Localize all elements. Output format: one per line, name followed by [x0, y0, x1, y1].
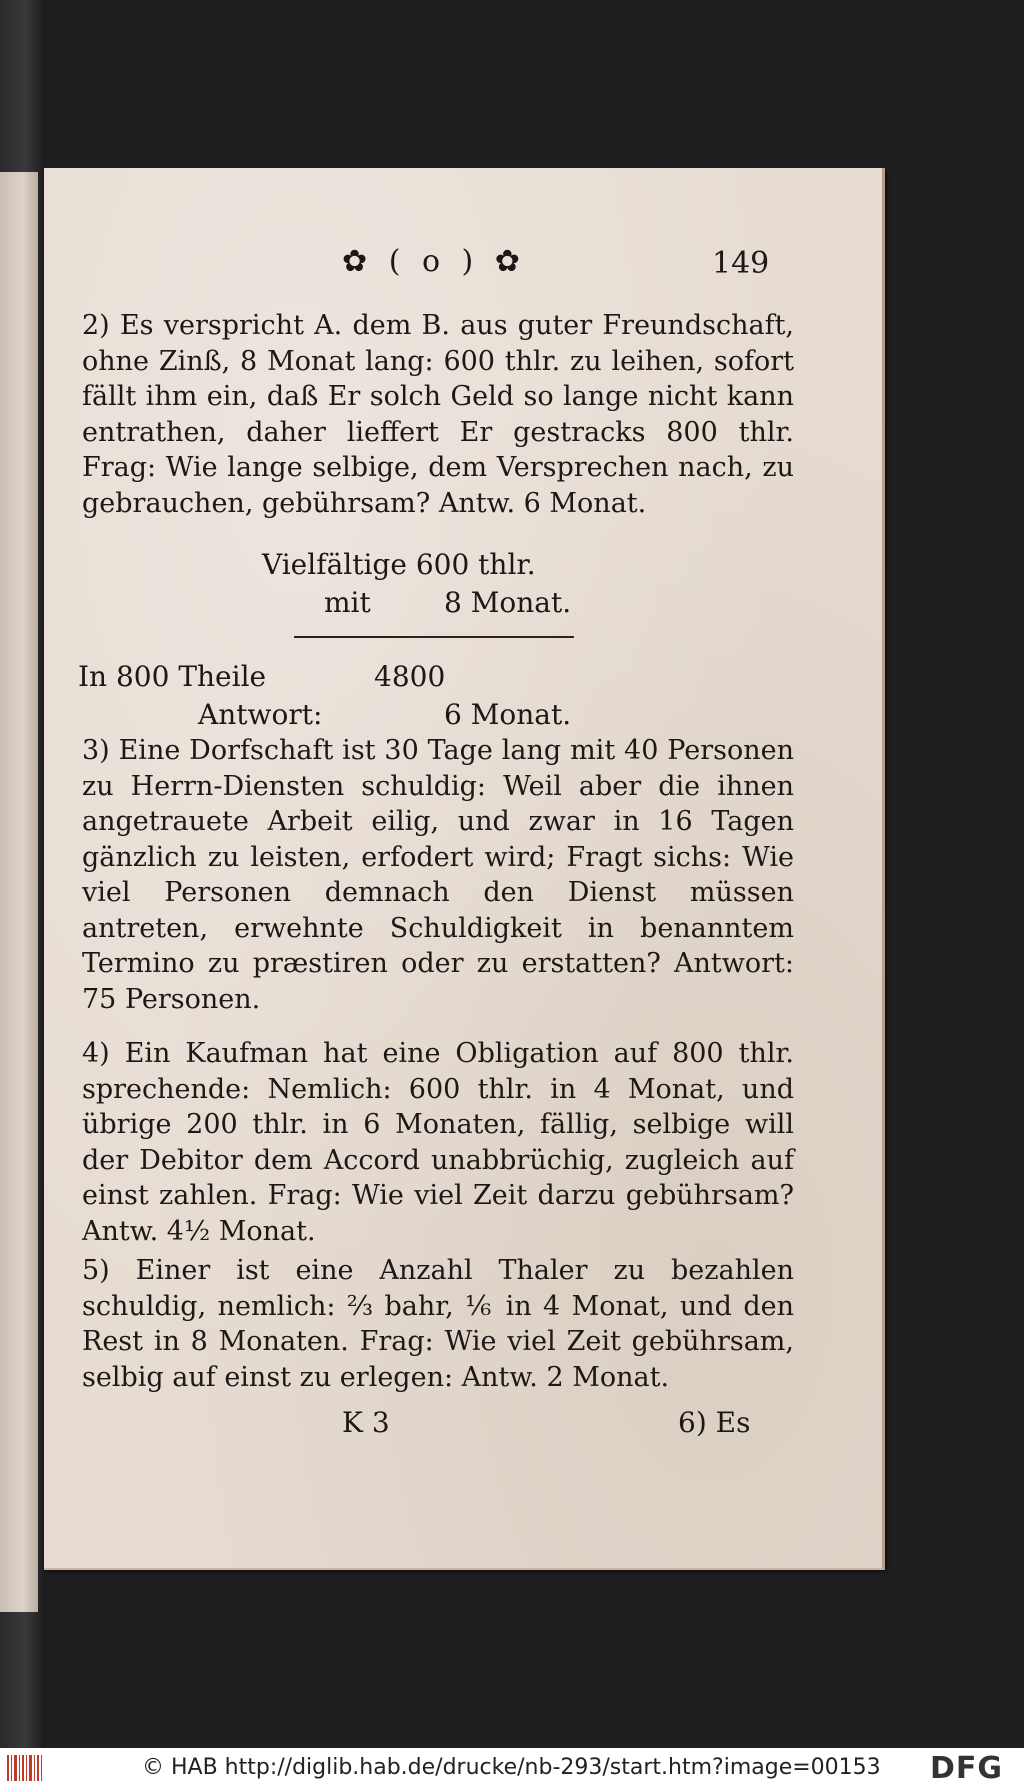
- problem-5-paragraph: 5) Einer ist eine Anzahl Thaler zu bezahlen schuldig, nemlich: ⅔ bahr, ⅙ in 4 Monat, und den Rest in 8 Monaten. Frag: Wie viel Zeit gebührsam, selbig auf einst zu erlegen: Antw. 2 Monat.: [82, 1255, 794, 1393]
- calc-rule: [294, 636, 574, 638]
- page-number: 149: [712, 246, 770, 281]
- viewer-footer: [0, 1748, 1024, 1789]
- copyright-link[interactable]: © HAB http://diglib.hab.de/drucke/nb-293/start.htm?image=00153: [142, 1755, 881, 1780]
- signature-mark: K 3: [342, 1406, 390, 1439]
- calc-line-4-value: 6 Monat.: [444, 698, 572, 731]
- barcode-icon: [6, 1753, 46, 1783]
- calc-line-2-value: 8 Monat.: [444, 586, 572, 619]
- problem-2-paragraph: 2) Es verspricht A. dem B. aus guter Freundschaft, ohne Zinß, 8 Monat lang: 600 thlr. zu leihen, sofort fällt ihm ein, daß Er solch Geld so lange nicht kann entrathen, daher lieffert Er gestracks 800 thlr. Frag: Wie lange selbige, dem Versprechen nach, zu gebrauchen, gebührsam? Antw. 6 Monat.: [82, 310, 794, 519]
- book-page: [44, 168, 885, 1570]
- calc-line-2-label: mit: [324, 586, 371, 619]
- dfg-logo: DFG: [930, 1751, 1004, 1786]
- calc-line-4-label: Antwort:: [198, 698, 323, 731]
- running-head: [44, 244, 882, 284]
- head-ornament: ✿ ( o ) ✿: [342, 244, 526, 279]
- calc-line-3-value: 4800: [374, 660, 446, 693]
- calc-line-3-label: In 800 Theile: [78, 660, 267, 693]
- previous-page-edge: [0, 172, 38, 1612]
- calc-line-1: Vielfältige 600 thlr.: [262, 548, 536, 581]
- problem-3-paragraph: 3) Eine Dorfschaft ist 30 Tage lang mit 40 Personen zu Herrn-Diensten schuldig: Weil aber die ihnen angetrauete Arbeit eilig, und zwar in 16 Tagen gänzlich zu leisten, erfodert wird; Fragt sichs: Wie viel Personen demnach den Dienst müssen antreten, erwehnte Schuldigkeit in benanntem Termino zu præstiren oder zu erstatten? Antwort: 75 Personen.: [82, 735, 794, 1015]
- catchword: 6) Es: [678, 1406, 751, 1439]
- problem-4-paragraph: 4) Ein Kaufman hat eine Obligation auf 800 thlr. sprechende: Nemlich: 600 thlr. in 4 Monat, und übrige 200 thlr. in 6 Monaten, fällig, selbige will der Debitor dem Accord unabbrüchig, zugleich auf einst zahlen. Frag: Wie viel Zeit darzu gebührsam? Antw. 4½ Monat.: [82, 1038, 794, 1247]
